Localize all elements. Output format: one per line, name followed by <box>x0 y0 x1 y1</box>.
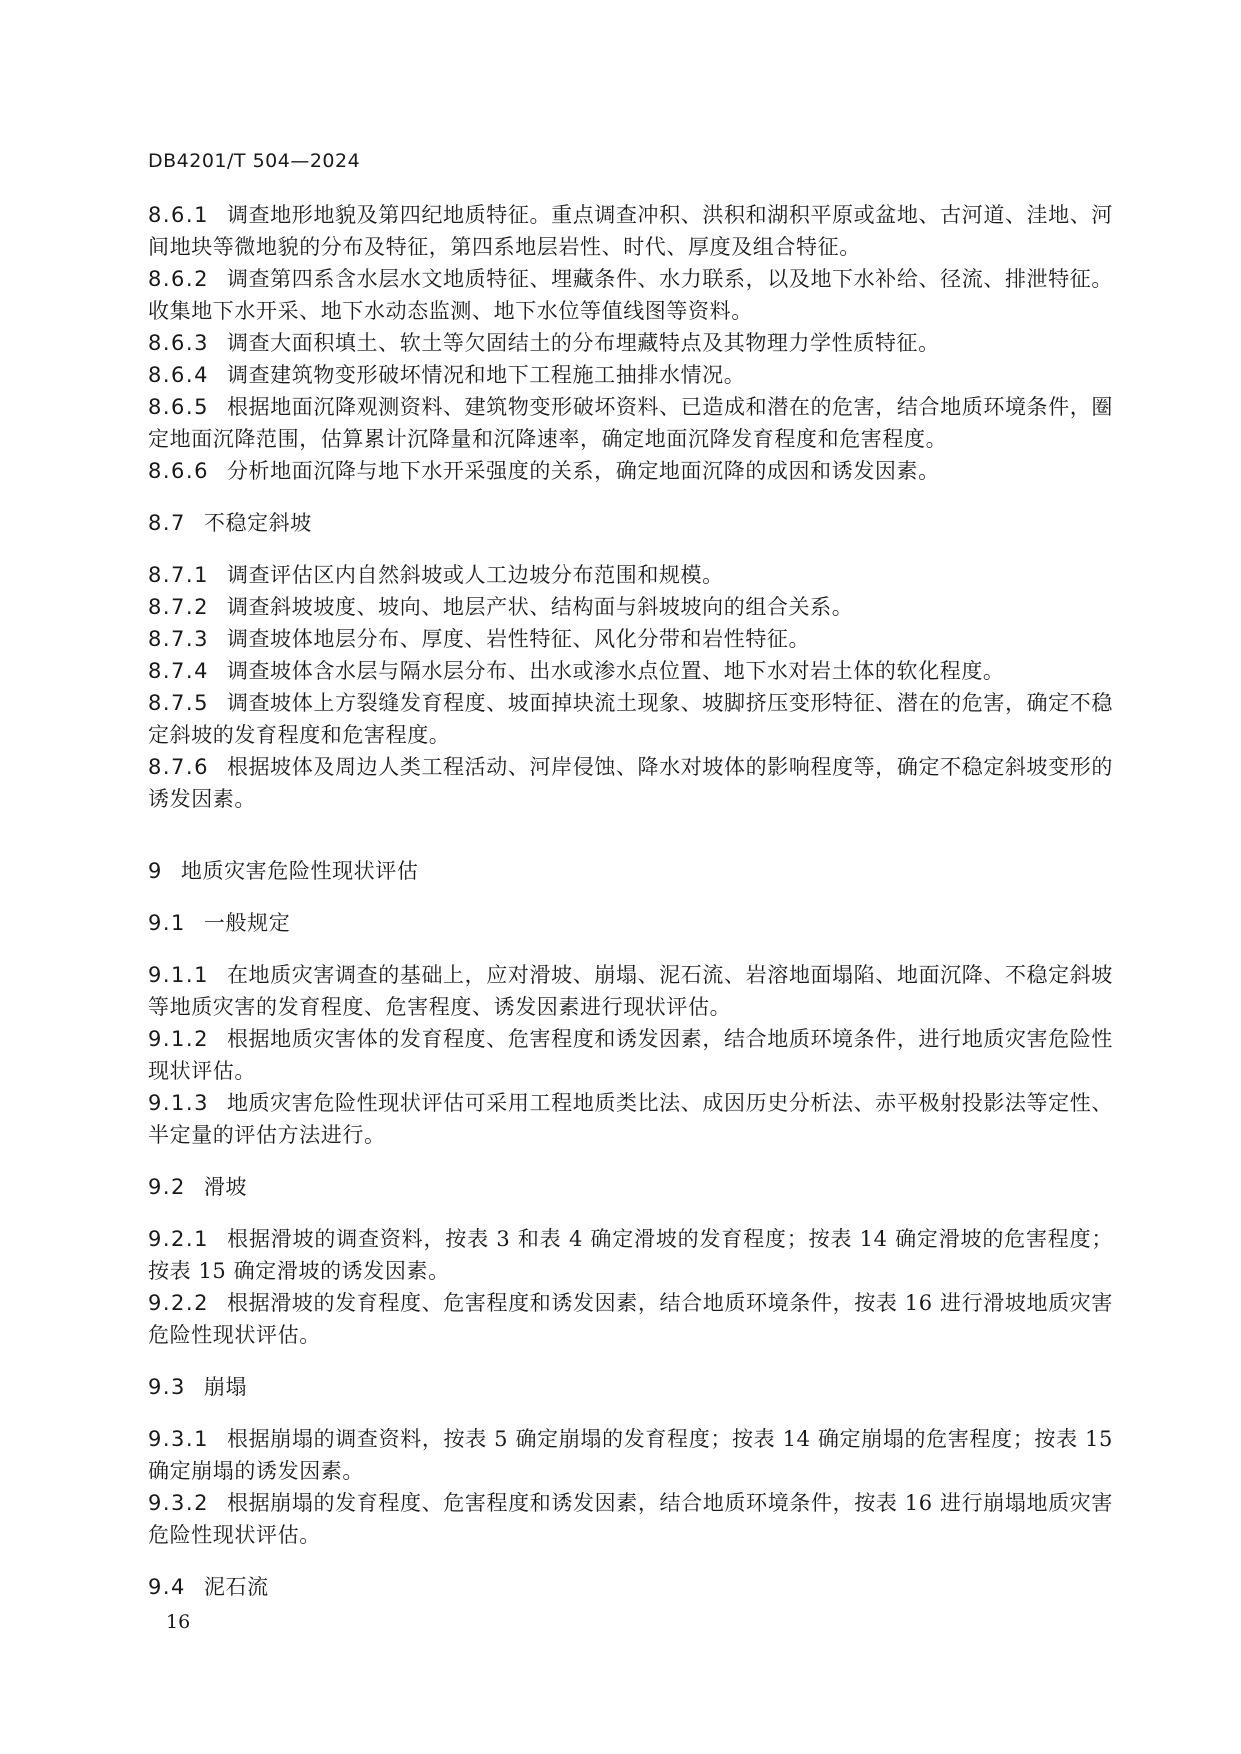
clause-text: 调查评估区内自然斜坡或人工边坡分布范围和规模。 <box>226 563 724 587</box>
heading-text: 一般规定 <box>203 911 291 935</box>
section-heading <box>148 1571 1113 1603</box>
clause-text: 根据滑坡的发育程度、危害程度和诱发因素，结合地质环境条件，按表 16 进行滑坡地质灾害危险性现状评估。 <box>148 1291 1113 1347</box>
clause-text: 调查第四系含水层水文地质特征、埋藏条件、水力联系，以及地下水补给、径流、排泄特征。收集地下水开采、地下水动态监测、地下水位等值线图等资料。 <box>148 267 1113 323</box>
spacer <box>148 1203 1113 1223</box>
clause-text: 调查建筑物变形破坏情况和地下工程施工抽排水情况。 <box>226 363 746 387</box>
section-heading <box>148 1371 1113 1403</box>
clause-text: 调查地形地貌及第四纪地质特征。重点调查冲积、洪积和湖积平原或盆地、古河道、洼地、河间地块等微地貌的分布及特征，第四系地层岩性、时代、厚度及组合特征。 <box>148 203 1113 259</box>
heading-text: 地质灾害危险性现状评估 <box>180 859 419 883</box>
heading-text: 崩塌 <box>203 1375 248 1399</box>
clause-number: 9.1.2 <box>148 1027 209 1051</box>
clause-number: 8.7.5 <box>148 691 209 715</box>
clause-number: 8.6.1 <box>148 203 209 227</box>
clause <box>148 455 1113 487</box>
clause <box>148 751 1113 815</box>
section-heading <box>148 507 1113 539</box>
clause-number: 8.6.4 <box>148 363 209 387</box>
clause <box>148 1423 1113 1487</box>
document-code: DB4201/T 504—2024 <box>148 150 361 172</box>
page-content <box>148 199 1113 1603</box>
heading-number: 9 <box>148 859 163 883</box>
clause <box>148 959 1113 1023</box>
clause <box>148 1287 1113 1351</box>
spacer <box>148 487 1113 507</box>
clause-text: 根据崩塌的调查资料，按表 5 确定崩塌的发育程度；按表 14 确定崩塌的危害程度；按表 15 确定崩塌的诱发因素。 <box>148 1427 1113 1483</box>
heading-number: 9.1 <box>148 911 186 935</box>
clause <box>148 1223 1113 1287</box>
clause-number: 8.7.4 <box>148 659 209 683</box>
heading-text: 不稳定斜坡 <box>203 511 312 535</box>
clause-number: 9.2.1 <box>148 1227 209 1251</box>
clause-text: 调查大面积填土、软土等欠固结土的分布埋藏特点及其物理力学性质特征。 <box>226 331 940 355</box>
clause-text: 根据崩塌的发育程度、危害程度和诱发因素，结合地质环境条件，按表 16 进行崩塌地质灾害危险性现状评估。 <box>148 1491 1113 1547</box>
clause-number: 8.7.1 <box>148 563 209 587</box>
heading-text: 泥石流 <box>203 1575 269 1599</box>
clause-number: 8.6.5 <box>148 395 209 419</box>
clause <box>148 1087 1113 1151</box>
clause-text: 在地质灾害调查的基础上，应对滑坡、崩塌、泥石流、岩溶地面塌陷、地面沉降、不稳定斜坡等地质灾害的发育程度、危害程度、诱发因素进行现状评估。 <box>148 963 1113 1019</box>
chapter-heading <box>148 855 1113 887</box>
clause <box>148 687 1113 751</box>
clause-number: 8.6.2 <box>148 267 209 291</box>
spacer <box>148 939 1113 959</box>
page-number: 16 <box>166 1611 191 1633</box>
clause-number: 9.2.2 <box>148 1291 209 1315</box>
spacer <box>148 1351 1113 1371</box>
clause-text: 调查斜坡坡度、坡向、地层产状、结构面与斜坡坡向的组合关系。 <box>226 595 854 619</box>
clause-text: 调查坡体含水层与隔水层分布、出水或渗水点位置、地下水对岩土体的软化程度。 <box>226 659 1005 683</box>
clause-number: 8.6.6 <box>148 459 209 483</box>
clause-number: 8.7.6 <box>148 755 209 779</box>
heading-number: 8.7 <box>148 511 186 535</box>
clause <box>148 1487 1113 1551</box>
spacer <box>148 1151 1113 1171</box>
clause-number: 9.3.1 <box>148 1427 209 1451</box>
heading-text: 滑坡 <box>203 1175 248 1199</box>
heading-number: 9.3 <box>148 1375 186 1399</box>
clause <box>148 559 1113 591</box>
clause-number: 9.1.1 <box>148 963 209 987</box>
clause <box>148 199 1113 263</box>
clause-text: 地质灾害危险性现状评估可采用工程地质类比法、成因历史分析法、赤平极射投影法等定性、半定量的评估方法进行。 <box>148 1091 1113 1147</box>
section-heading <box>148 907 1113 939</box>
spacer <box>148 887 1113 907</box>
clause-text: 根据滑坡的调查资料，按表 3 和表 4 确定滑坡的发育程度；按表 14 确定滑坡的危害程度；按表 15 确定滑坡的诱发因素。 <box>148 1227 1113 1283</box>
clause <box>148 391 1113 455</box>
clause-number: 9.3.2 <box>148 1491 209 1515</box>
heading-number: 9.2 <box>148 1175 186 1199</box>
clause-number: 9.1.3 <box>148 1091 209 1115</box>
heading-number: 9.4 <box>148 1575 186 1599</box>
clause-text: 调查坡体地层分布、厚度、岩性特征、风化分带和岩性特征。 <box>226 627 811 651</box>
clause-text: 根据坡体及周边人类工程活动、河岸侵蚀、降水对坡体的影响程度等，确定不稳定斜坡变形的诱发因素。 <box>148 755 1113 811</box>
clause-text: 分析地面沉降与地下水开采强度的关系，确定地面沉降的成因和诱发因素。 <box>226 459 940 483</box>
clause <box>148 623 1113 655</box>
clause <box>148 591 1113 623</box>
clause <box>148 359 1113 391</box>
spacer <box>148 1403 1113 1423</box>
clause-number: 8.6.3 <box>148 331 209 355</box>
clause-text: 根据地质灾害体的发育程度、危害程度和诱发因素，结合地质环境条件，进行地质灾害危险性现状评估。 <box>148 1027 1113 1083</box>
clause-number: 8.7.3 <box>148 627 209 651</box>
clause-text: 调查坡体上方裂缝发育程度、坡面掉块流土现象、坡脚挤压变形特征、潜在的危害，确定不稳定斜坡的发育程度和危害程度。 <box>148 691 1113 747</box>
spacer <box>148 539 1113 559</box>
clause-text: 根据地面沉降观测资料、建筑物变形破坏资料、已造成和潜在的危害，结合地质环境条件，圈定地面沉降范围，估算累计沉降量和沉降速率，确定地面沉降发育程度和危害程度。 <box>148 395 1113 451</box>
clause <box>148 327 1113 359</box>
clause <box>148 1023 1113 1087</box>
spacer <box>148 815 1113 855</box>
clause <box>148 655 1113 687</box>
section-heading <box>148 1171 1113 1203</box>
spacer <box>148 1551 1113 1571</box>
clause <box>148 263 1113 327</box>
clause-number: 8.7.2 <box>148 595 209 619</box>
